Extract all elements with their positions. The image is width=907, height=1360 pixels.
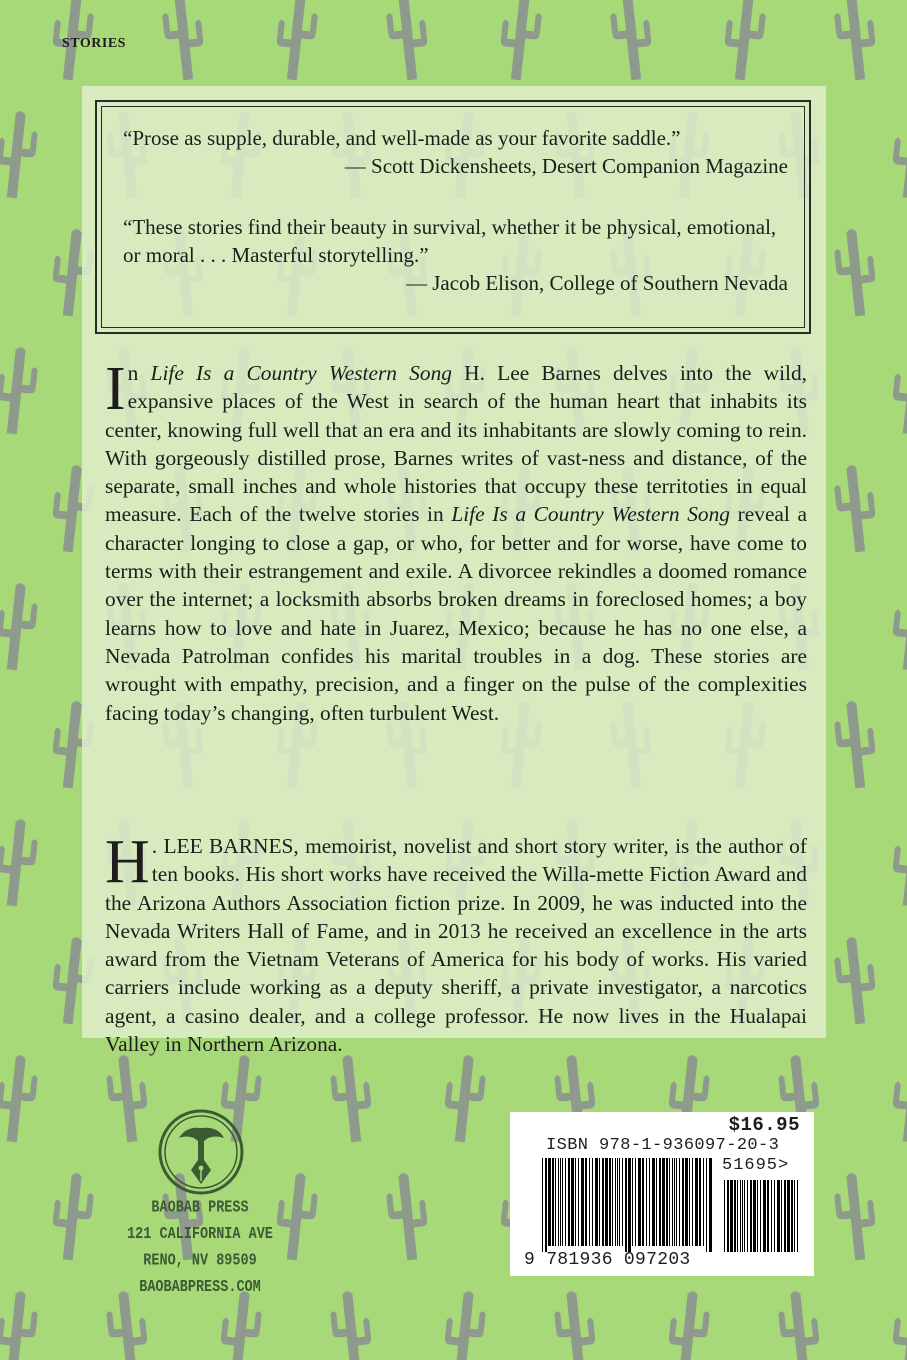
barcode-bar [565,1158,566,1246]
barcode-bar [646,1158,647,1246]
price-addon-digits: 51695> [722,1156,790,1175]
barcode-bar [571,1158,574,1246]
bio-text: . LEE BARNES, memoirist, novelist and short story writer, is the author of ten books. His short works have received the Willa-mette Fiction Award and the Arizona Authors Association fiction prize. In 2009, he was inducted into the Nevada Writers Hall of Fame, and in 2013 he received an excellence in the arts award from the Vietnam Veterans of America for his body of works. His varied carriers include working as a deputy sheriff, a private investigator, a narcotics agent, a casino dealer, and a college professor. He now lives in the Hualapai Valley in Northern Arizona. [105,834,807,1057]
barcode-bar [635,1158,636,1246]
price-label: $16.95 [728,1114,800,1136]
barcode-bar [578,1158,579,1246]
cactus-icon [0,817,40,907]
barcode-bar [649,1158,650,1246]
barcode-bar [542,1158,543,1252]
cactus-icon [889,1053,907,1143]
barcode-bar [676,1158,677,1246]
cactus-icon [160,0,207,82]
author-bio-paragraph [105,828,807,1058]
publisher-name: BAOBAB PRESS [151,1199,249,1218]
barcode-bar [666,1158,668,1246]
barcode-bar [652,1158,655,1246]
addon-barcode-bar [771,1180,772,1252]
addon-barcode-bar [757,1180,758,1252]
book-title: Life Is a Country Western Song [150,361,452,385]
addon-barcode-bar [784,1180,786,1252]
cactus-icon [49,1171,96,1261]
isbn-label: ISBN 978-1-936097-20-3 [546,1136,780,1155]
barcode-bar [659,1158,661,1246]
barcode-bar [669,1158,670,1246]
cactus-icon [104,1053,151,1143]
barcode-box [510,1112,814,1276]
addon-barcode-bar [740,1180,741,1252]
addon-barcode-bar [797,1180,798,1252]
publisher-street: 121 CALIFORNIA AVE [127,1226,273,1244]
barcode-bar [581,1158,584,1246]
barcode-bar [619,1158,620,1246]
addon-barcode-bar [787,1180,790,1252]
addon-barcode-bar [753,1180,756,1252]
addon-barcode-bar [777,1180,780,1252]
cactus-icon [0,1289,40,1360]
barcode-bar [562,1158,563,1246]
addon-barcode-bar [724,1180,725,1252]
cactus-icon [273,0,320,82]
barcode-bar [555,1158,556,1246]
addon-barcode-bar [730,1180,733,1252]
barcode-bar [674,1158,675,1246]
addon-barcode-bar [794,1180,795,1252]
addon-barcode-bar [742,1180,743,1252]
cactus-icon [832,935,879,1025]
barcode-bar [609,1158,611,1246]
addon-barcode-bar [747,1180,748,1252]
barcode-bar [638,1158,641,1246]
cactus-icon [328,1289,375,1360]
barcode-bars [540,1158,802,1254]
cactus-icon [0,581,40,671]
addon-barcode-bar [767,1180,769,1252]
category-label: STORIES [62,36,126,51]
barcode-bar [617,1158,618,1246]
barcode-bar [612,1158,613,1246]
barcode-bar [622,1158,623,1246]
bio-dropcap: H [105,828,150,896]
barcode-bar [615,1158,616,1246]
addon-barcode-bar [750,1180,752,1252]
barcode-bar [692,1158,693,1246]
barcode-bar [602,1158,604,1246]
cactus-icon [0,345,40,435]
barcode-bar [589,1158,590,1246]
cactus-icon [384,1171,431,1261]
barcode-bar [599,1158,600,1246]
barcode-bar [568,1158,570,1246]
cactus-icon [832,0,879,82]
cactus-icon [608,0,655,82]
barcode-bar [695,1158,698,1246]
barcode-bar [605,1158,608,1246]
cactus-icon [776,1289,823,1360]
barcode-bar [679,1158,680,1246]
addon-barcode-bar [727,1180,729,1252]
barcode-bar [689,1158,690,1246]
barcode-bar [595,1158,598,1246]
barcode-bar [585,1158,587,1246]
barcode-bar [545,1158,547,1252]
cactus-icon [889,581,907,671]
cactus-icon [552,1289,599,1360]
review-quote-2-attribution: — Jacob Elison, College of Southern Nevada [406,271,788,295]
cactus-icon [0,1053,40,1143]
review-quote-1-attribution: — Scott Dickensheets, Desert Companion Magazine [344,154,788,178]
cactus-icon [832,1171,879,1261]
synopsis-lead: n [127,361,151,385]
barcode-bar [682,1158,684,1246]
barcode-bar [558,1158,559,1246]
barcode-bar [699,1158,701,1246]
barcode-bar [628,1158,631,1252]
barcode-bar [592,1158,593,1246]
cactus-icon [441,1053,488,1143]
barcode-bar [709,1158,712,1252]
cactus-icon [889,817,907,907]
barcode-bar [656,1158,657,1246]
addon-barcode-bar [734,1180,736,1252]
barcode-bar [642,1158,644,1246]
barcode-bar [552,1158,554,1246]
addon-barcode-bar [760,1180,761,1252]
barcode-bar [662,1158,665,1246]
addon-barcode-bar [781,1180,782,1252]
cactus-icon [889,109,907,199]
baobab-tree-pen-nib-icon [146,1108,256,1196]
barcode-bar [672,1158,673,1246]
cactus-icon [721,0,768,82]
cactus-icon [384,0,431,82]
cactus-icon [889,1289,907,1360]
review-quote-2 [123,213,788,297]
cactus-icon [889,345,907,435]
barcode-bar [685,1158,688,1246]
review-quote-1 [123,124,788,180]
cactus-icon [665,1289,712,1360]
synopsis-paragraph [105,355,808,727]
addon-barcode-bar [763,1180,766,1252]
publisher-city: RENO, NV 89509 [143,1252,257,1271]
addon-barcode-bar [744,1180,745,1252]
cactus-icon [832,227,879,317]
synopsis-text-1: H. Lee Barnes delves into the wild, expansive places of the West in search of the human heart that inhabits its center, knowing full well that an era and its inhabitants are slowly coming to rein. With gorgeously distilled prose, Barnes writes of vast-ness and distance, of the separate, small inches and whole histories that occupy these territoties in equal measure. Each of the twelve stories in [105,361,807,527]
addon-barcode-bar [774,1180,775,1252]
barcode-bar [625,1158,627,1252]
cactus-icon [328,1053,375,1143]
addon-barcode-bar [737,1180,738,1252]
cactus-icon [0,109,40,199]
ean-digits: 9 781936 097203 [524,1250,691,1270]
barcode-bar [560,1158,561,1246]
cactus-icon [497,0,544,82]
book-title-repeat: Life Is a Country Western Song [451,502,730,527]
review-quote-1-text: “Prose as supple, durable, and well-made as your favorite saddle.” [123,126,681,150]
barcode-bar [706,1158,707,1252]
cactus-icon [832,463,879,553]
barcode-bar [548,1158,551,1246]
cactus-icon [441,1289,488,1360]
review-quote-2-text: “These stories find their beauty in survival, whether it be physical, emotional, or moral . . . Masterful storytelling.” [123,215,777,267]
synopsis-dropcap: I [105,355,126,423]
cactus-icon [832,699,879,789]
barcode-bar [632,1158,633,1246]
publisher-website: BAOBABPRESS.COM [139,1278,261,1297]
synopsis-text-2: reveal a character longing to close a gap, or who, for better and for worse, have come to terms with their estrangement and exile. A divorcee rekindles a doomed romance over the internet; a locksmith absorbs broken dreams in foreclosed homes; a boy learns how to love and hate in Juarez, Mexico; because he has no one else, a Nevada Patrolman confides his marital troubles in a dog. These stories are wrought with empathy, precision, and a finger on the pulse of the complexities facing today’s changing, often turbulent West. [105,502,808,725]
addon-barcode-bar [791,1180,793,1252]
publisher-address [110,1196,290,1302]
barcode-bar [703,1158,704,1246]
barcode-bar [575,1158,576,1246]
